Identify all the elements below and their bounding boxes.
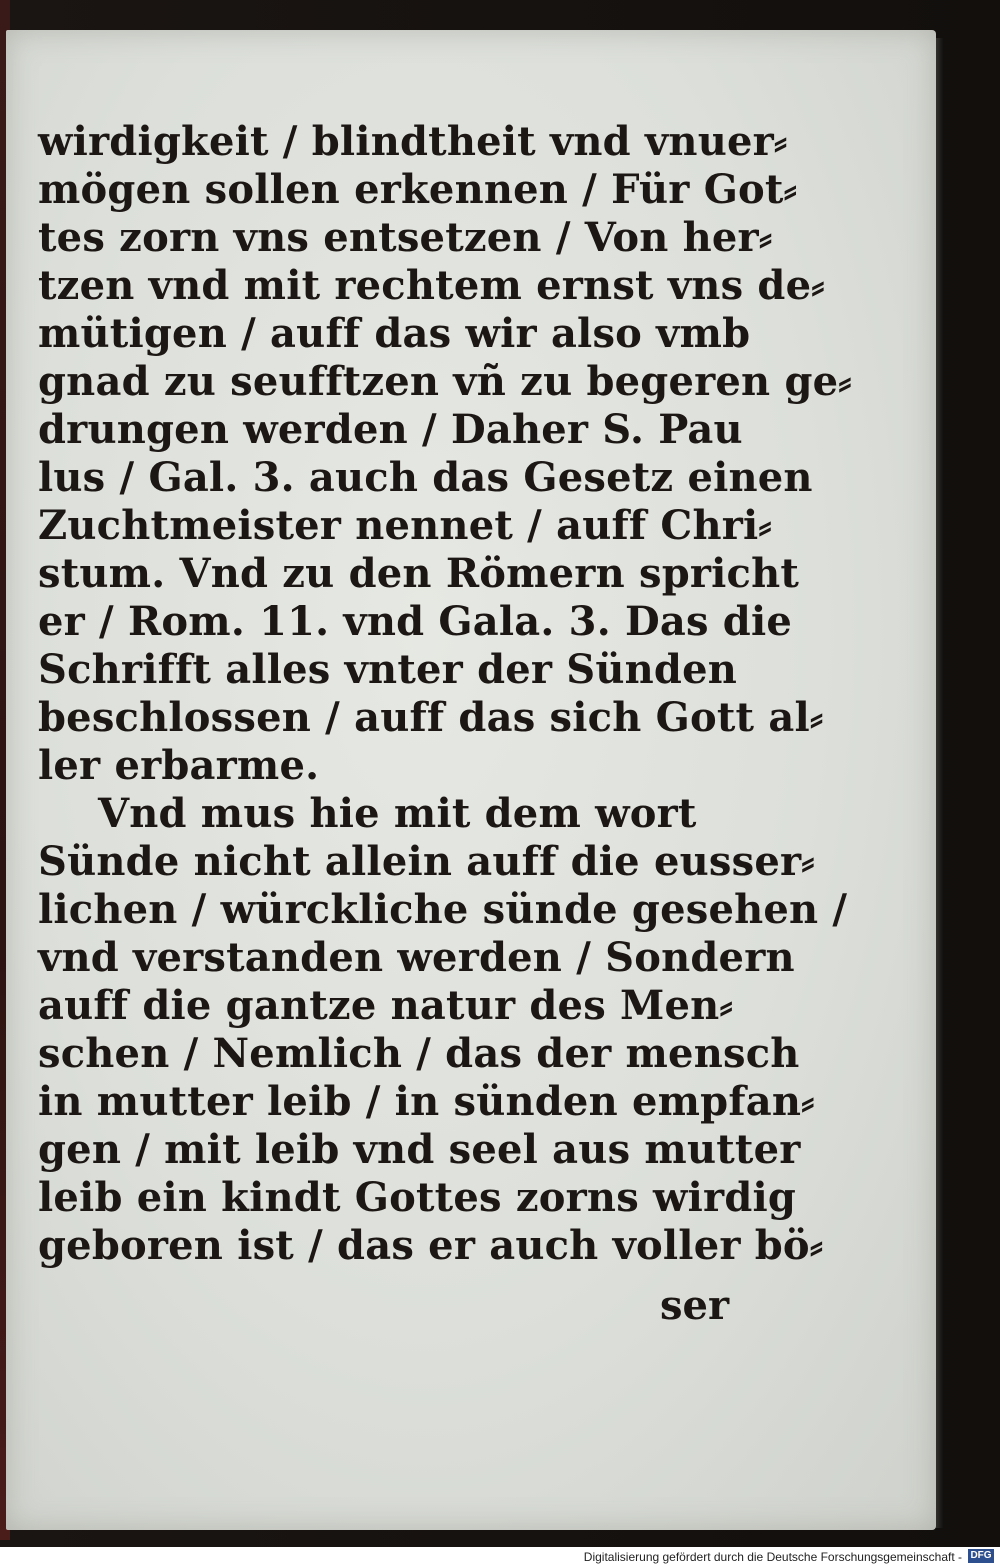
text-line: gnad zu seufftzen vñ zu begeren ge⸗ <box>38 358 852 405</box>
text-line: stum. Vnd zu den Römern spricht <box>38 550 800 597</box>
catchword: ser <box>660 1282 730 1329</box>
text-line: drungen werden / Daher S. Pau <box>38 406 743 453</box>
text-line: beschlossen / auff das sich Gott al⸗ <box>38 694 824 741</box>
text-line: lus / Gal. 3. auch das Gesetz einen <box>38 454 813 501</box>
text-line: mögen sollen erkennen / Für Got⸗ <box>38 166 798 213</box>
text-line: tes zorn vns entsetzen / Von her⸗ <box>38 214 773 261</box>
text-line: wirdigkeit / blindtheit vnd vnuer⸗ <box>38 118 788 165</box>
text-line: auff die gantze natur des Men⸗ <box>38 982 733 1029</box>
text-line: gen / mit leib vnd seel aus mutter <box>38 1126 801 1173</box>
funding-credit: Digitalisierung gefördert durch die Deutsche Forschungsgemeinschaft - <box>583 1550 962 1564</box>
text-line: ler erbarme. <box>38 742 320 789</box>
text-line: geboren ist / das er auch voller bö⸗ <box>38 1222 824 1269</box>
paragraph-start-line: Vnd mus hie mit dem wort <box>98 790 697 837</box>
text-line: tzen vnd mit rechtem ernst vns de⸗ <box>38 262 825 309</box>
dfg-logo-icon: DFG <box>968 1549 994 1563</box>
page-text <box>38 118 852 1270</box>
text-line: lichen / würckliche sünde gesehen / <box>38 886 848 933</box>
text-line: leib ein kindt Gottes zorns wirdig <box>38 1174 797 1221</box>
text-line: in mutter leib / in sünden empfan⸗ <box>38 1078 815 1125</box>
text-line: Schrifft alles vnter der Sünden <box>38 646 738 693</box>
text-line: mütigen / auff das wir also vmb <box>38 310 751 357</box>
text-line: vnd verstanden werden / Sondern <box>38 934 795 981</box>
text-line: er / Rom. 11. vnd Gala. 3. Das die <box>38 598 793 645</box>
text-line: Zuchtmeister nennet / auff Chri⸗ <box>38 502 772 549</box>
text-line: schen / Nemlich / das der mensch <box>38 1030 800 1077</box>
text-line: Sünde nicht allein auff die eusser⸗ <box>38 838 815 885</box>
